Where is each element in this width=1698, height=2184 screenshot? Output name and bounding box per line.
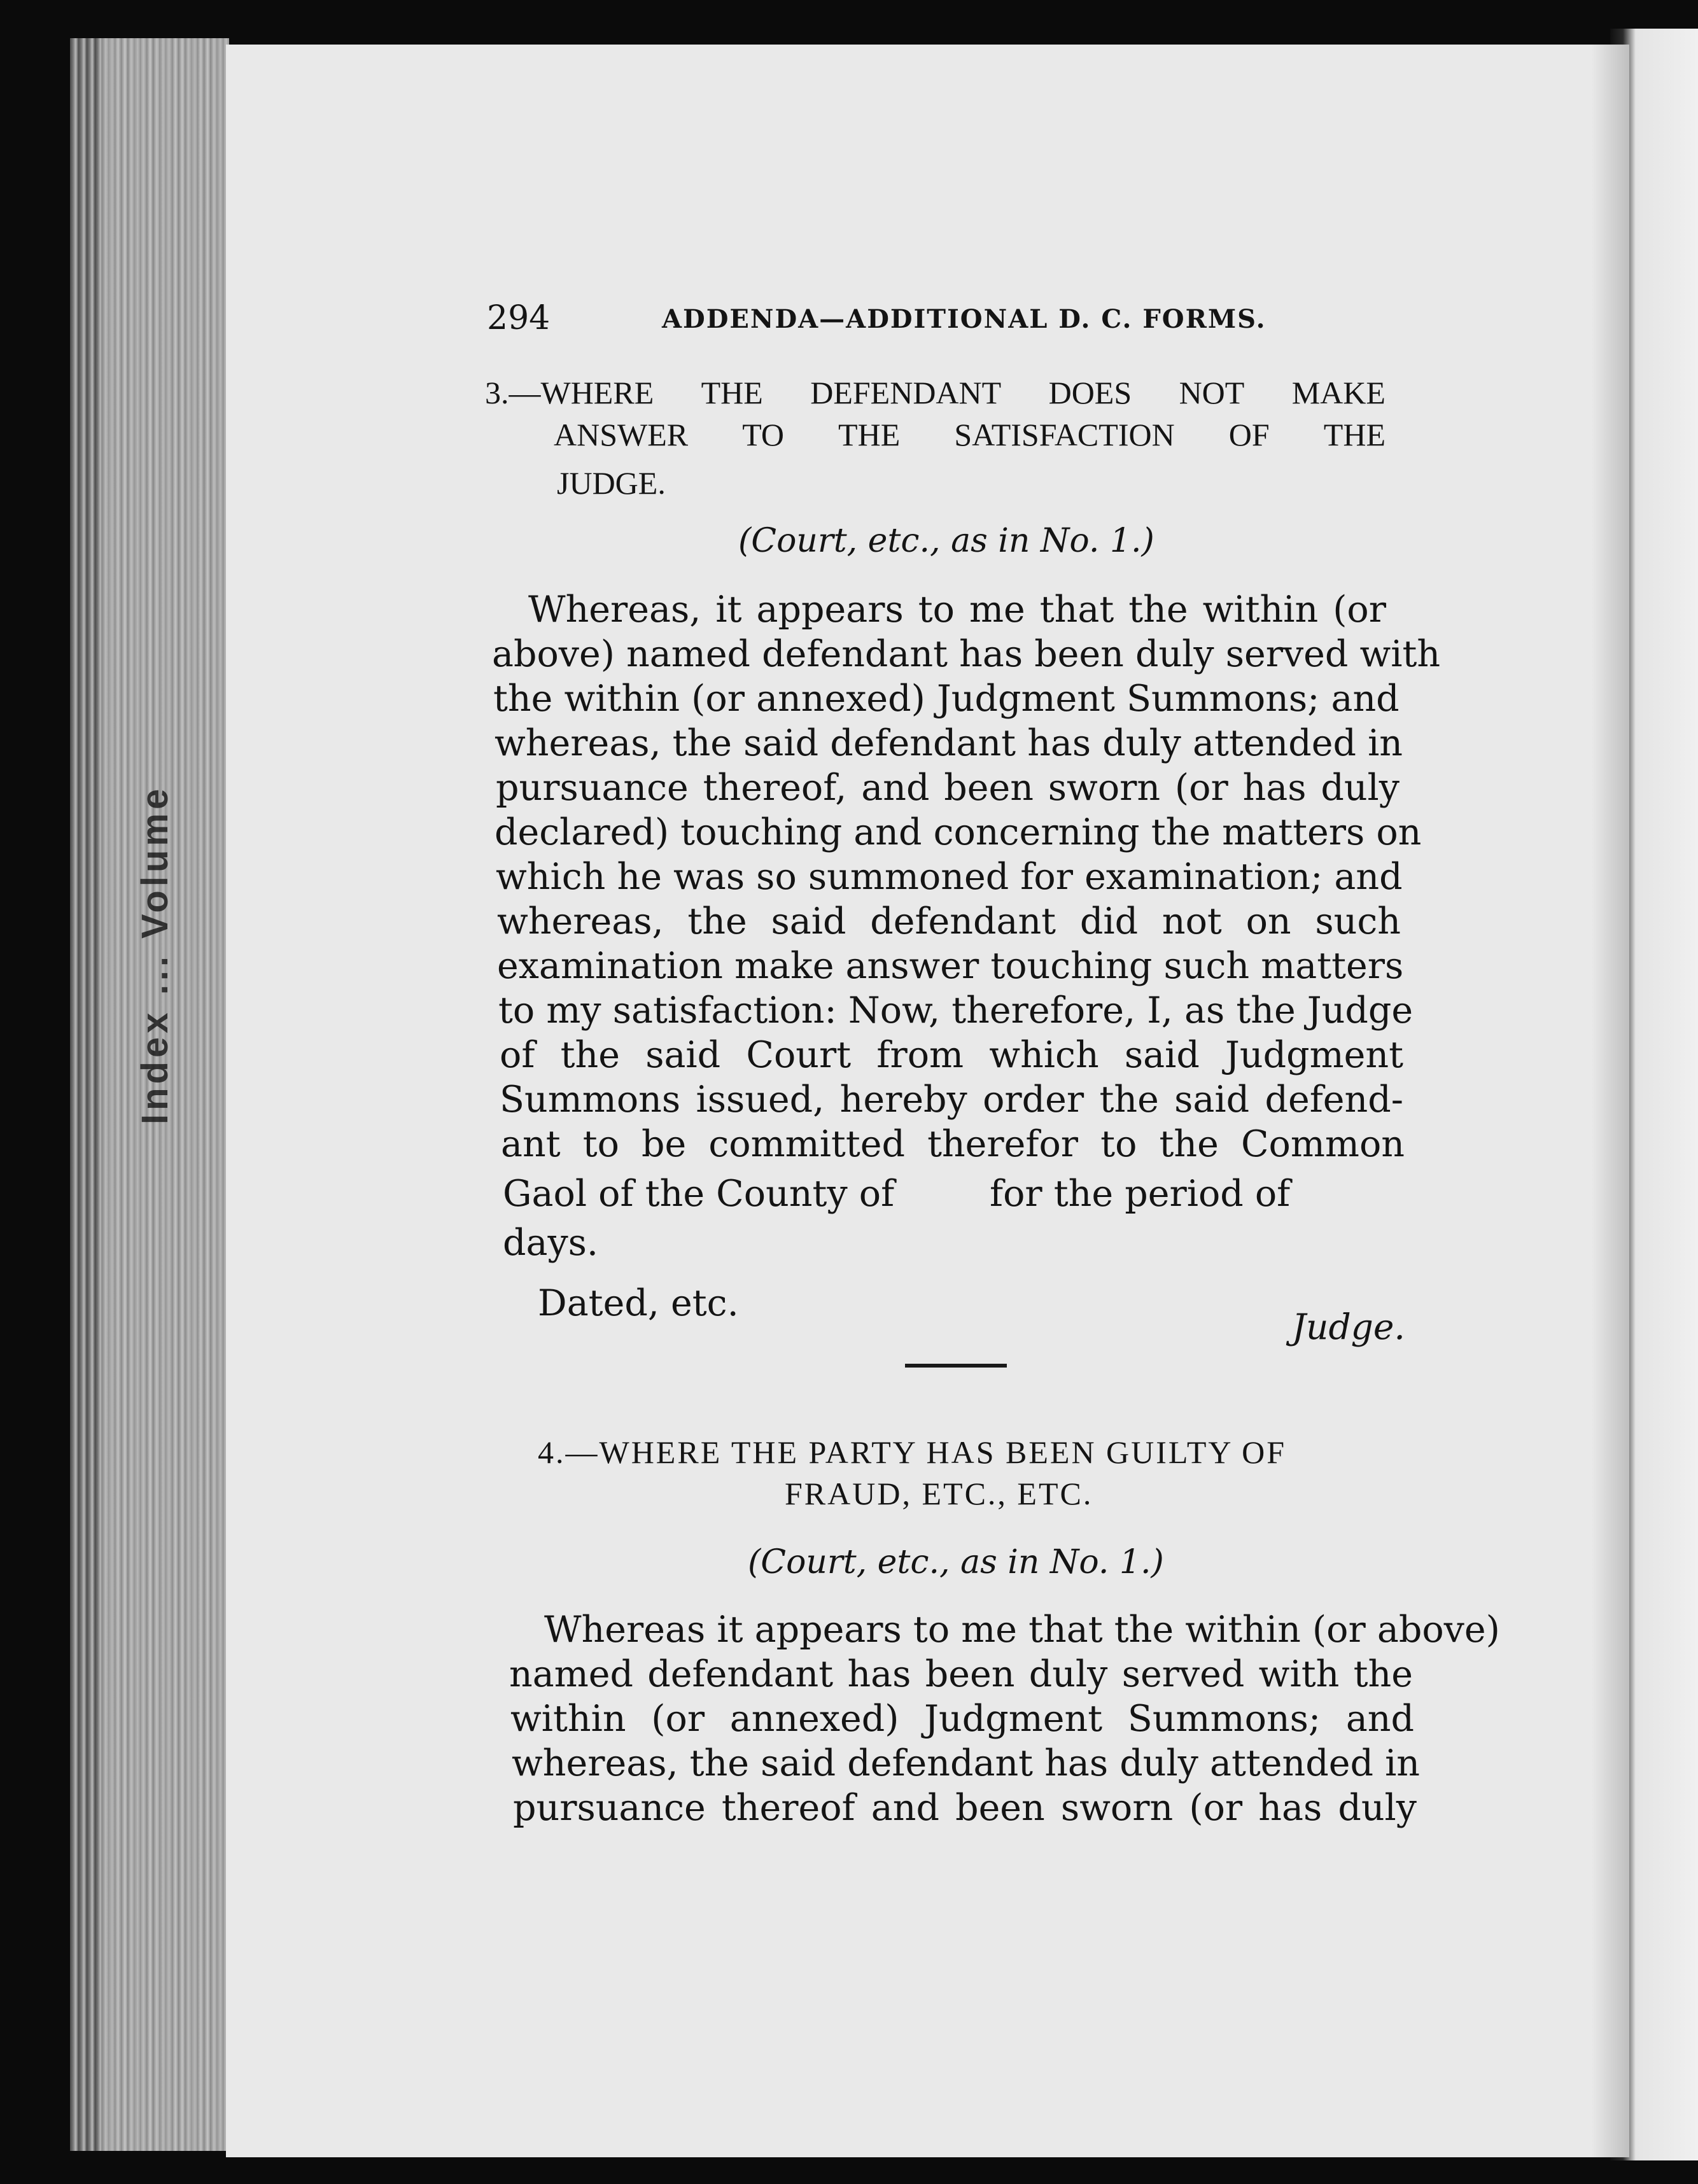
form3-body-line: to my satisfaction: Now, therefore, I, as the Judge — [498, 990, 1414, 1032]
form4-body-line: Whereas it appears to me that the within (or above) — [544, 1609, 1500, 1651]
form3-body-line: examination make answer touching such matters — [497, 945, 1404, 987]
form3-body-line: whereas, the said defendant has duly attended in — [495, 722, 1403, 764]
form3-body-gaol: Gaol of the County of — [503, 1173, 895, 1215]
form3-heading-line1 — [485, 374, 1386, 411]
heading-word: THE — [1323, 417, 1386, 452]
heading-word: DOES — [1048, 375, 1132, 410]
form3-body-line: Summons issued, hereby order the said defend- — [500, 1079, 1403, 1121]
form4-court-reference: (Court, etc., as in No. 1.) — [748, 1543, 1164, 1581]
form3-body-days: days. — [503, 1222, 599, 1264]
page-number: 294 — [487, 299, 551, 337]
heading-word: DEFENDANT — [810, 375, 1002, 410]
heading-word: THE — [701, 375, 763, 410]
heading-word: OF — [1228, 417, 1270, 452]
heading-word: THE — [838, 417, 901, 452]
form3-body-line: Whereas, it appears to me that the within (or — [528, 589, 1386, 631]
heading-word: ANSWER — [554, 417, 689, 452]
running-title: ADDENDA—ADDITIONAL D. C. FORMS. — [662, 304, 1266, 334]
form3-body-line: declared) touching and concerning the matters on — [495, 811, 1422, 853]
heading-word: NOT — [1179, 375, 1245, 410]
form3-body-period: for the period of — [990, 1173, 1291, 1215]
form4-body-line: named defendant has been duly served with the — [509, 1653, 1413, 1695]
heading-word: TO — [742, 417, 784, 452]
heading-word: 3.—WHERE — [485, 375, 654, 410]
form3-body-line: the within (or annexed) Judgment Summons; and — [493, 678, 1400, 720]
dated-line: Dated, etc. — [538, 1282, 739, 1324]
form3-body-line: ant to be committed therefor to the Common — [501, 1123, 1405, 1165]
form4-body-line: whereas, the said defendant has duly attended in — [512, 1742, 1421, 1784]
form3-body-line: whereas, the said defendant did not on such — [497, 900, 1401, 942]
section-divider — [905, 1364, 1007, 1368]
form3-body-line: above) named defendant has been duly served with — [492, 633, 1441, 675]
form3-body-line: which he was so summoned for examination; and — [496, 856, 1403, 898]
form4-body-line: pursuance thereof and been sworn (or has duly — [513, 1787, 1417, 1829]
judge-signature: Judge. — [1292, 1306, 1405, 1347]
form4-heading-line1: 4.—WHERE THE PARTY HAS BEEN GUILTY OF — [538, 1434, 1287, 1470]
spine-text: Index ... Volume — [134, 785, 176, 1124]
form3-body-line: of the said Court from which said Judgment — [500, 1034, 1403, 1076]
form3-court-reference: (Court, etc., as in No. 1.) — [738, 522, 1154, 560]
heading-word: MAKE — [1291, 375, 1386, 410]
form3-heading-line3: JUDGE. — [557, 465, 666, 501]
form3-body-line: pursuance thereof, and been sworn (or has duly — [496, 767, 1400, 809]
form3-heading-line2 — [554, 416, 1386, 453]
heading-word: SATISFACTION — [954, 417, 1175, 452]
form4-heading-line2: FRAUD, ETC., ETC. — [785, 1476, 1093, 1511]
form4-body-line: within (or annexed) Judgment Summons; and — [510, 1698, 1414, 1740]
